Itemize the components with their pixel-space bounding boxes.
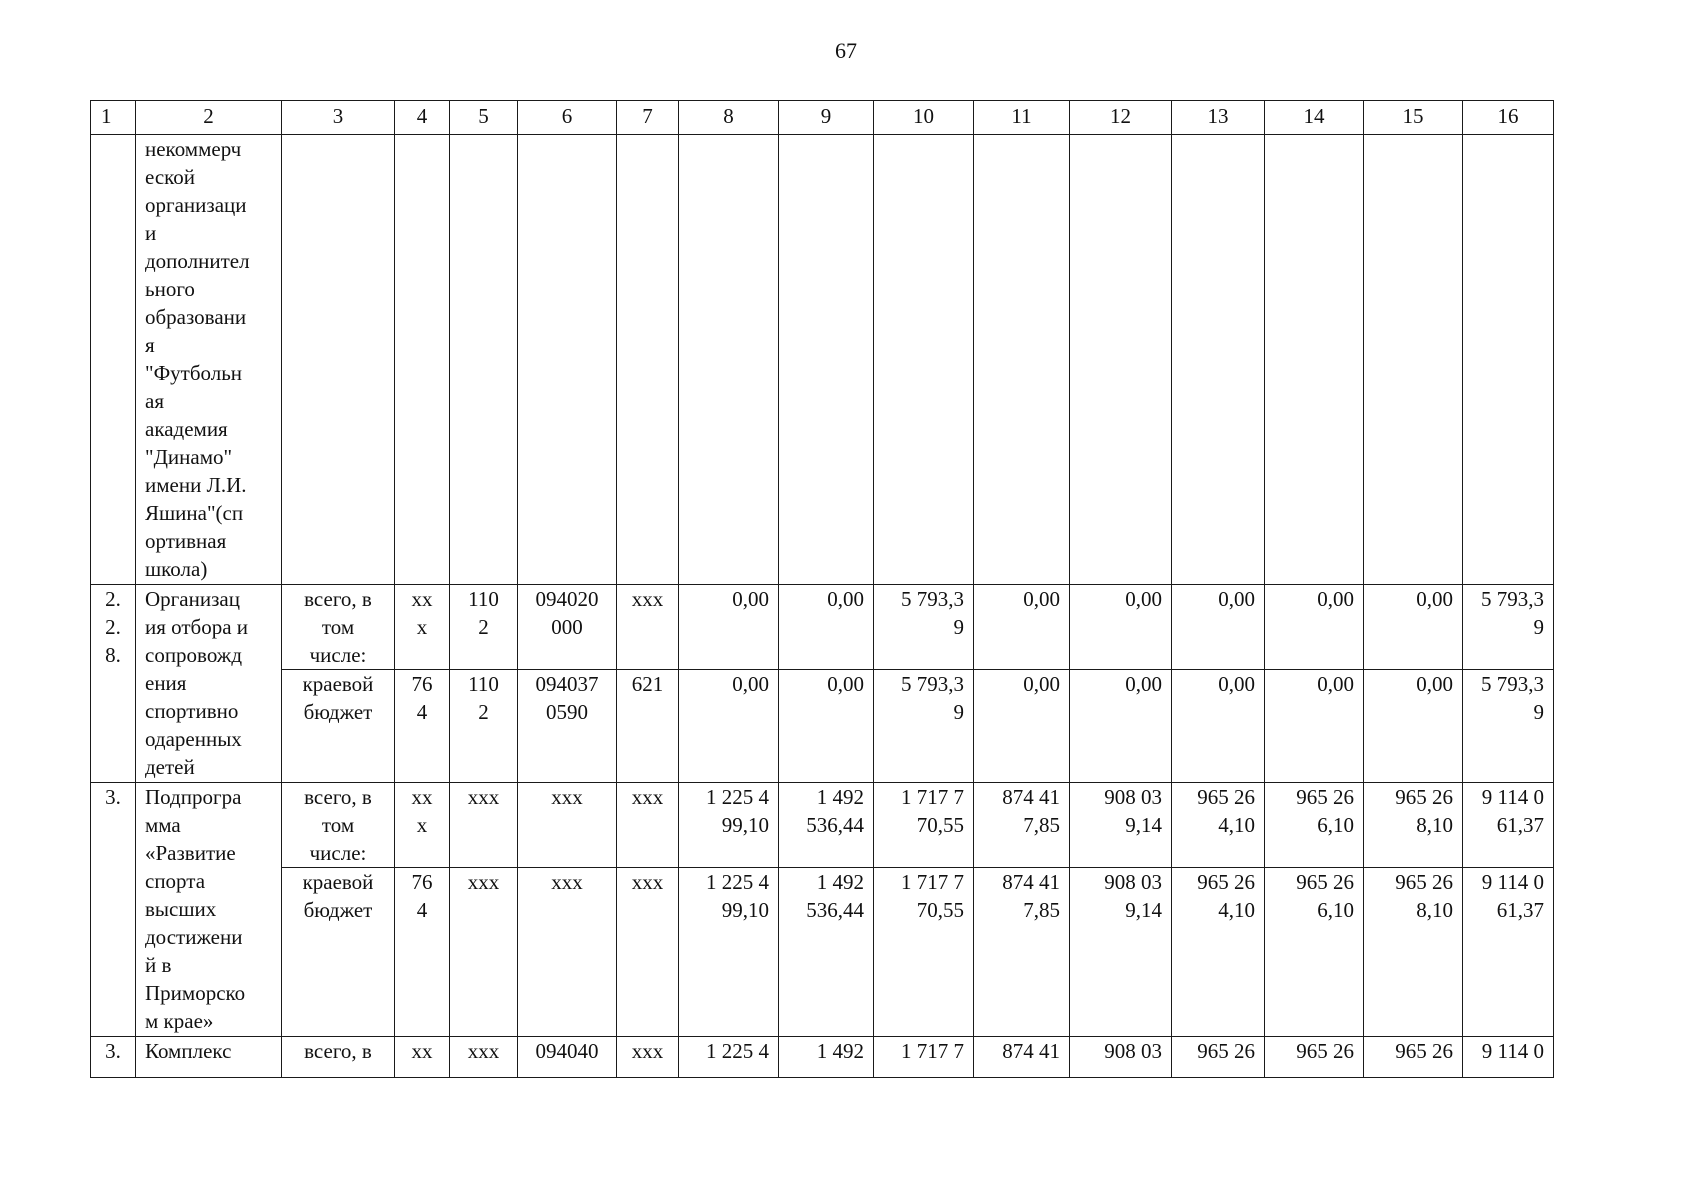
table-cell bbox=[518, 135, 617, 585]
amount-cell: 0,00 bbox=[974, 585, 1070, 670]
table-cell bbox=[450, 135, 518, 585]
amount-cell: 908 03 9,14 bbox=[1070, 783, 1172, 868]
amount-cell: 965 26 bbox=[1364, 1037, 1463, 1078]
table-cell: ххх bbox=[617, 783, 679, 868]
amount-cell: 0,00 bbox=[1364, 585, 1463, 670]
table-cell: 110 2 bbox=[450, 670, 518, 783]
amount-cell: 874 41 bbox=[974, 1037, 1070, 1078]
amount-cell: 965 26 6,10 bbox=[1265, 868, 1364, 1037]
amount-cell: 0,00 bbox=[779, 670, 874, 783]
amount-cell: 0,00 bbox=[679, 670, 779, 783]
amount-cell: 1 225 4 99,10 bbox=[679, 868, 779, 1037]
budget-table bbox=[90, 100, 1554, 1078]
amount-cell: 908 03 9,14 bbox=[1070, 868, 1172, 1037]
table-row bbox=[91, 783, 1554, 868]
amount-cell: 874 41 7,85 bbox=[974, 783, 1070, 868]
column-header: 6 bbox=[518, 101, 617, 135]
table-cell bbox=[874, 135, 974, 585]
amount-cell: 1 492 536,44 bbox=[779, 868, 874, 1037]
table-cell: ххх bbox=[450, 868, 518, 1037]
amount-cell: 965 26 6,10 bbox=[1265, 783, 1364, 868]
table-cell: 094020 000 bbox=[518, 585, 617, 670]
item-name-cell: Комплекс bbox=[136, 1037, 282, 1078]
amount-cell: 908 03 bbox=[1070, 1037, 1172, 1078]
funding-source-cell: краевой бюджет bbox=[282, 868, 395, 1037]
table-cell bbox=[679, 135, 779, 585]
page-number: 67 bbox=[835, 38, 857, 63]
table-cell: хх х bbox=[395, 783, 450, 868]
table-cell bbox=[1265, 135, 1364, 585]
table-cell bbox=[1364, 135, 1463, 585]
table-cell: ххх bbox=[617, 868, 679, 1037]
table-cell bbox=[1172, 135, 1265, 585]
amount-cell: 0,00 bbox=[1265, 585, 1364, 670]
amount-cell: 1 225 4 99,10 bbox=[679, 783, 779, 868]
column-header: 2 bbox=[136, 101, 282, 135]
column-header: 3 bbox=[282, 101, 395, 135]
table-cell bbox=[974, 135, 1070, 585]
row-index-cell: 2. 2. 8. bbox=[91, 585, 136, 783]
amount-cell: 0,00 bbox=[1172, 670, 1265, 783]
item-name-cell: некоммерч еской организаци и дополнител ьного образовани я "Футбольн ая академия "Динамо" имени Л.И. Яшина"(сп ортивная школа) bbox=[136, 135, 282, 585]
amount-cell: 965 26 8,10 bbox=[1364, 783, 1463, 868]
amount-cell: 9 114 0 61,37 bbox=[1463, 783, 1554, 868]
column-header: 11 bbox=[974, 101, 1070, 135]
table-row bbox=[91, 1037, 1554, 1078]
column-header: 1 bbox=[91, 101, 136, 135]
table-cell bbox=[617, 135, 679, 585]
row-index-cell: 3. bbox=[91, 1037, 136, 1078]
table-cell: ххх bbox=[450, 1037, 518, 1078]
table-row bbox=[91, 868, 1554, 1037]
column-header: 16 bbox=[1463, 101, 1554, 135]
table-row bbox=[91, 670, 1554, 783]
amount-cell: 0,00 bbox=[1070, 585, 1172, 670]
amount-cell: 1 717 7 70,55 bbox=[874, 868, 974, 1037]
amount-cell: 0,00 bbox=[779, 585, 874, 670]
table-cell: хх х bbox=[395, 585, 450, 670]
funding-source-cell: всего, в том числе: bbox=[282, 585, 395, 670]
table-cell: ххх bbox=[518, 868, 617, 1037]
table-cell bbox=[282, 135, 395, 585]
column-header: 14 bbox=[1265, 101, 1364, 135]
funding-source-cell: всего, в том числе: bbox=[282, 783, 395, 868]
column-header: 4 bbox=[395, 101, 450, 135]
table-cell: 621 bbox=[617, 670, 679, 783]
column-header: 10 bbox=[874, 101, 974, 135]
table-row bbox=[91, 585, 1554, 670]
column-header: 15 bbox=[1364, 101, 1463, 135]
table-cell: хх bbox=[395, 1037, 450, 1078]
table-cell bbox=[395, 135, 450, 585]
amount-cell: 0,00 bbox=[679, 585, 779, 670]
item-name-cell: Подпрогра мма «Развитие спорта высших достижени й в Приморско м крае» bbox=[136, 783, 282, 1037]
table-cell: 094037 0590 bbox=[518, 670, 617, 783]
table-cell bbox=[779, 135, 874, 585]
amount-cell: 1 717 7 bbox=[874, 1037, 974, 1078]
amount-cell: 5 793,3 9 bbox=[1463, 670, 1554, 783]
amount-cell: 5 793,3 9 bbox=[874, 585, 974, 670]
table-cell bbox=[1070, 135, 1172, 585]
column-header: 7 bbox=[617, 101, 679, 135]
amount-cell: 5 793,3 9 bbox=[1463, 585, 1554, 670]
table-cell: ххх bbox=[617, 1037, 679, 1078]
table-cell: 76 4 bbox=[395, 868, 450, 1037]
amount-cell: 9 114 0 bbox=[1463, 1037, 1554, 1078]
table-cell: 094040 bbox=[518, 1037, 617, 1078]
amount-cell: 1 492 536,44 bbox=[779, 783, 874, 868]
amount-cell: 0,00 bbox=[1172, 585, 1265, 670]
column-header: 5 bbox=[450, 101, 518, 135]
row-index-cell: 3. bbox=[91, 783, 136, 1037]
funding-source-cell: краевой бюджет bbox=[282, 670, 395, 783]
amount-cell: 965 26 4,10 bbox=[1172, 868, 1265, 1037]
amount-cell: 0,00 bbox=[974, 670, 1070, 783]
item-name-cell: Организац ия отбора и сопровожд ения спортивно одаренных детей bbox=[136, 585, 282, 783]
table-row bbox=[91, 135, 1554, 585]
table-cell: ххх bbox=[518, 783, 617, 868]
amount-cell: 965 26 4,10 bbox=[1172, 783, 1265, 868]
amount-cell: 9 114 0 61,37 bbox=[1463, 868, 1554, 1037]
amount-cell: 874 41 7,85 bbox=[974, 868, 1070, 1037]
amount-cell: 5 793,3 9 bbox=[874, 670, 974, 783]
amount-cell: 0,00 bbox=[1265, 670, 1364, 783]
table-cell: ххх bbox=[450, 783, 518, 868]
amount-cell: 1 225 4 bbox=[679, 1037, 779, 1078]
table-cell: 110 2 bbox=[450, 585, 518, 670]
column-header: 8 bbox=[679, 101, 779, 135]
column-header: 13 bbox=[1172, 101, 1265, 135]
table-cell bbox=[1463, 135, 1554, 585]
amount-cell: 0,00 bbox=[1070, 670, 1172, 783]
table-cell: ххх bbox=[617, 585, 679, 670]
row-index-cell bbox=[91, 135, 136, 585]
amount-cell: 0,00 bbox=[1364, 670, 1463, 783]
column-header: 12 bbox=[1070, 101, 1172, 135]
amount-cell: 1 717 7 70,55 bbox=[874, 783, 974, 868]
amount-cell: 965 26 bbox=[1265, 1037, 1364, 1078]
table-cell: 76 4 bbox=[395, 670, 450, 783]
table-header-row bbox=[91, 101, 1554, 135]
amount-cell: 965 26 8,10 bbox=[1364, 868, 1463, 1037]
funding-source-cell: всего, в bbox=[282, 1037, 395, 1078]
amount-cell: 1 492 bbox=[779, 1037, 874, 1078]
amount-cell: 965 26 bbox=[1172, 1037, 1265, 1078]
column-header: 9 bbox=[779, 101, 874, 135]
